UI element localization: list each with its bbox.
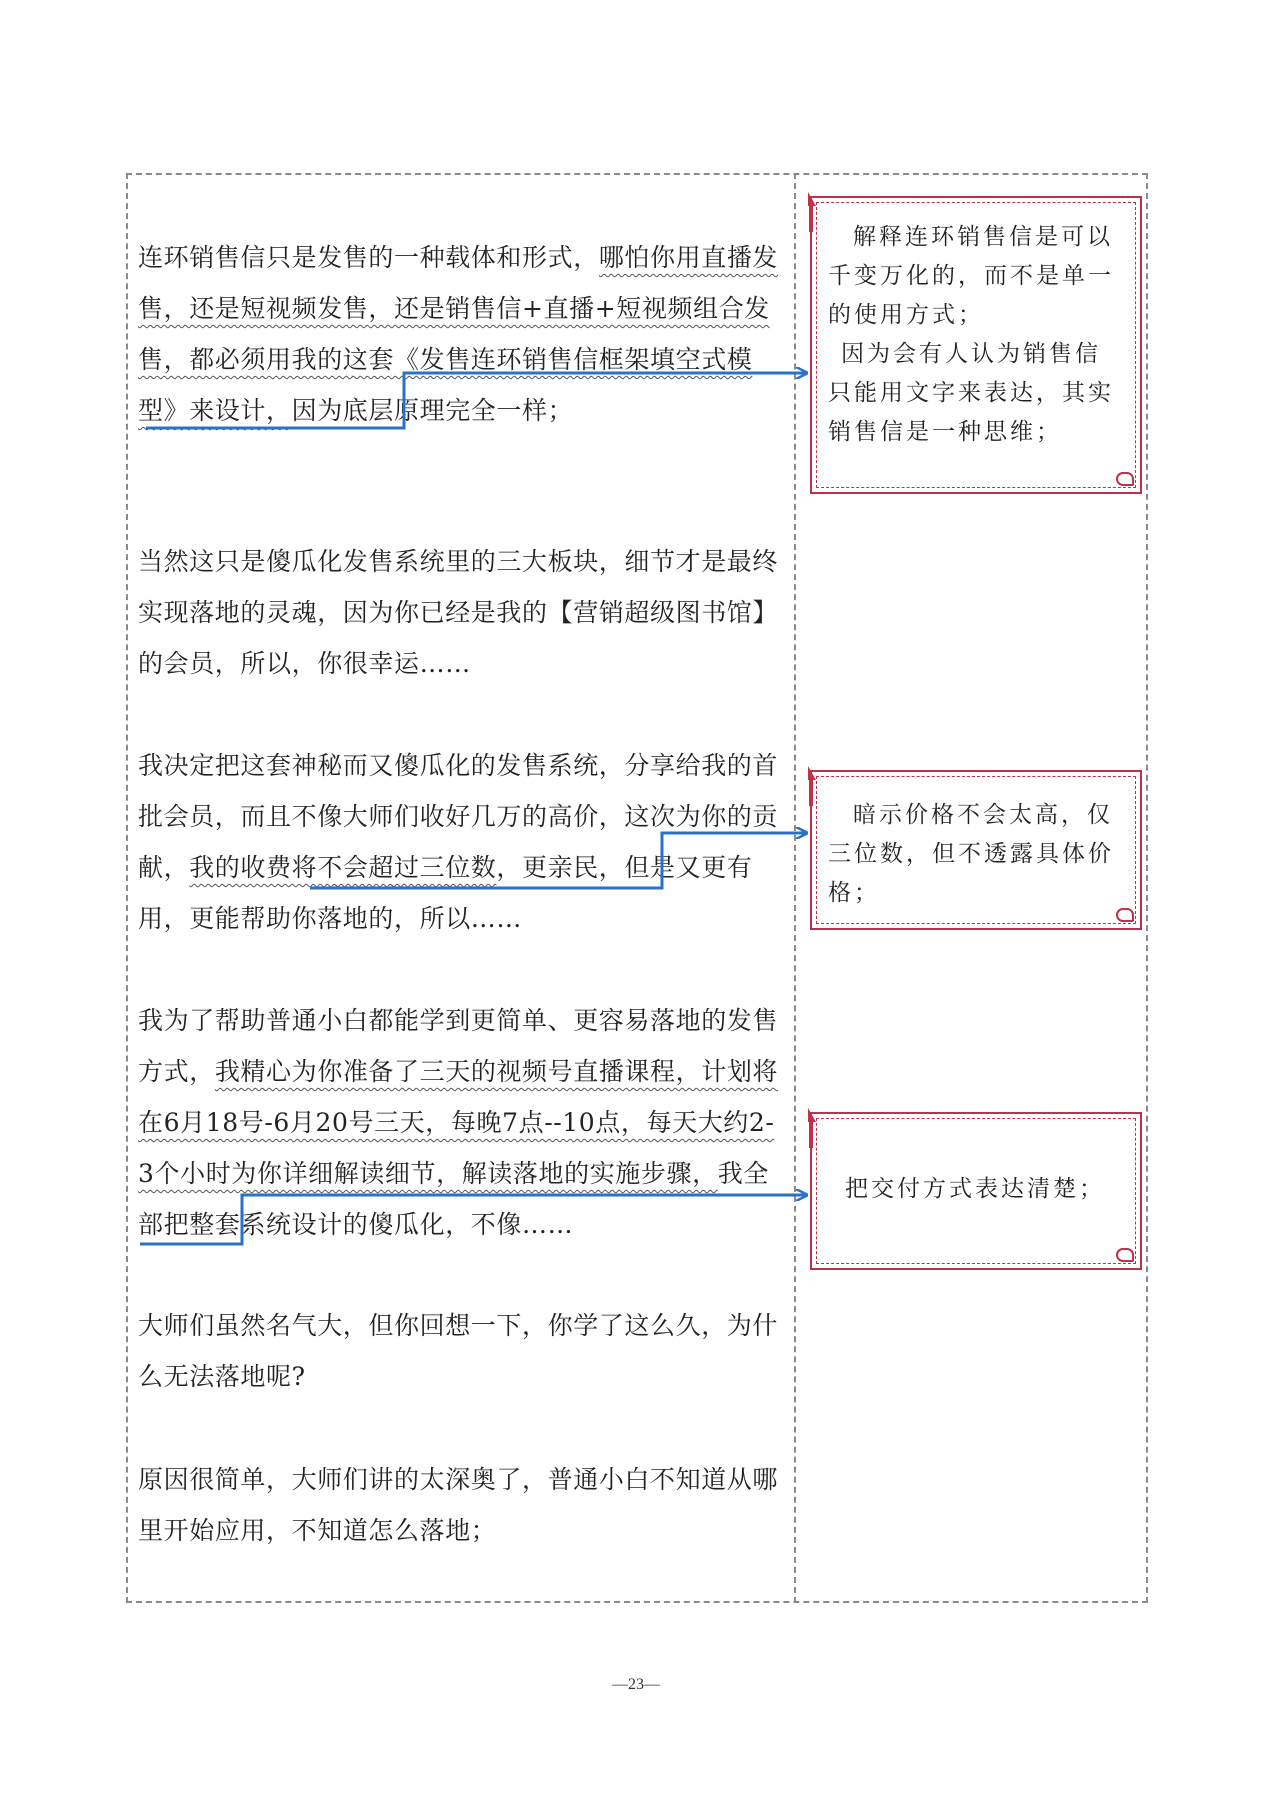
paragraph-3-highlight: 我的收费将不会超过三位数 (189, 853, 497, 882)
annotation-note-1 (810, 196, 1142, 494)
paragraph-3-intro: 我决定把这套神秘而又傻瓜化的发售系统，分享给我的首批会员，而且不像大师们收好几万的高价，这次为你的贡献， (138, 751, 779, 882)
note-curl-icon (1116, 1248, 1134, 1262)
annotation-note-3 (810, 1112, 1142, 1270)
paragraph-6: 原因很简单，大师们讲的太深奥了，普通小白不知道从哪里开始应用，不知道怎么落地； (138, 1465, 779, 1545)
note-3-line: 把交付方式表达清楚； (845, 1176, 1105, 1202)
paragraph-2: 当然这只是傻瓜化发售系统里的三大板块，细节才是最终实现落地的灵魂，因为你已经是我的【营销超级图书馆】的会员，所以，你很幸运…… (138, 547, 779, 678)
note-curl-icon (1116, 472, 1134, 486)
note-curl-icon (1116, 908, 1134, 922)
paragraph-3 (138, 740, 786, 944)
note-1-line-2: 因为会有人认为销售信只能用文字来表达，其实销售信是一种思维； (828, 341, 1114, 445)
paragraph-4 (138, 995, 786, 1250)
note-1-text (812, 198, 1140, 462)
note-2-line: 暗示价格不会太高，仅三位数，但不透露具体价格； (828, 802, 1114, 906)
column-divider (794, 173, 796, 1603)
paragraph-4-tail: 我全部把整套系统设计的傻瓜化，不像…… (138, 1159, 769, 1239)
paragraph-4-highlight: 我精心为你准备了三天的视频号直播课程，计划将在6月18号-6月20号三天，每晚7点--10点，每天大约2-3个小时为你详细解读细节，解读落地的实施步骤， (138, 1057, 779, 1188)
note-3-text (812, 1114, 1140, 1219)
paragraph-1 (138, 232, 786, 436)
annotation-note-2 (810, 770, 1142, 930)
page-number: —23— (612, 1676, 660, 1693)
paragraph-1-intro: 连环销售信只是发售的一种载体和形式， (138, 243, 599, 272)
paragraph-3-tail: ，更亲民，但是又更有用，更能帮助你落地的，所以…… (138, 853, 753, 933)
note-1-line-1: 解释连环销售信是可以千变万化的，而不是单一的使用方式； (828, 224, 1114, 328)
paragraph-5: 大师们虽然名气大，但你回想一下，你学了这么久，为什么无法落地呢? (138, 1311, 779, 1391)
note-2-text (812, 772, 1140, 923)
paragraph-1-highlight: 哪怕你用直播发售，还是短视频发售，还是销售信+直播+短视频组合发售，都必须用我的这套《发售连环销售信框架填空式模型》来设计， (138, 243, 779, 425)
paragraph-1-tail: 因为底层原理完全一样； (291, 396, 574, 425)
paragraph-4-intro: 我为了帮助普通小白都能学到更简单、更容易落地的发售方式， (138, 1006, 779, 1086)
